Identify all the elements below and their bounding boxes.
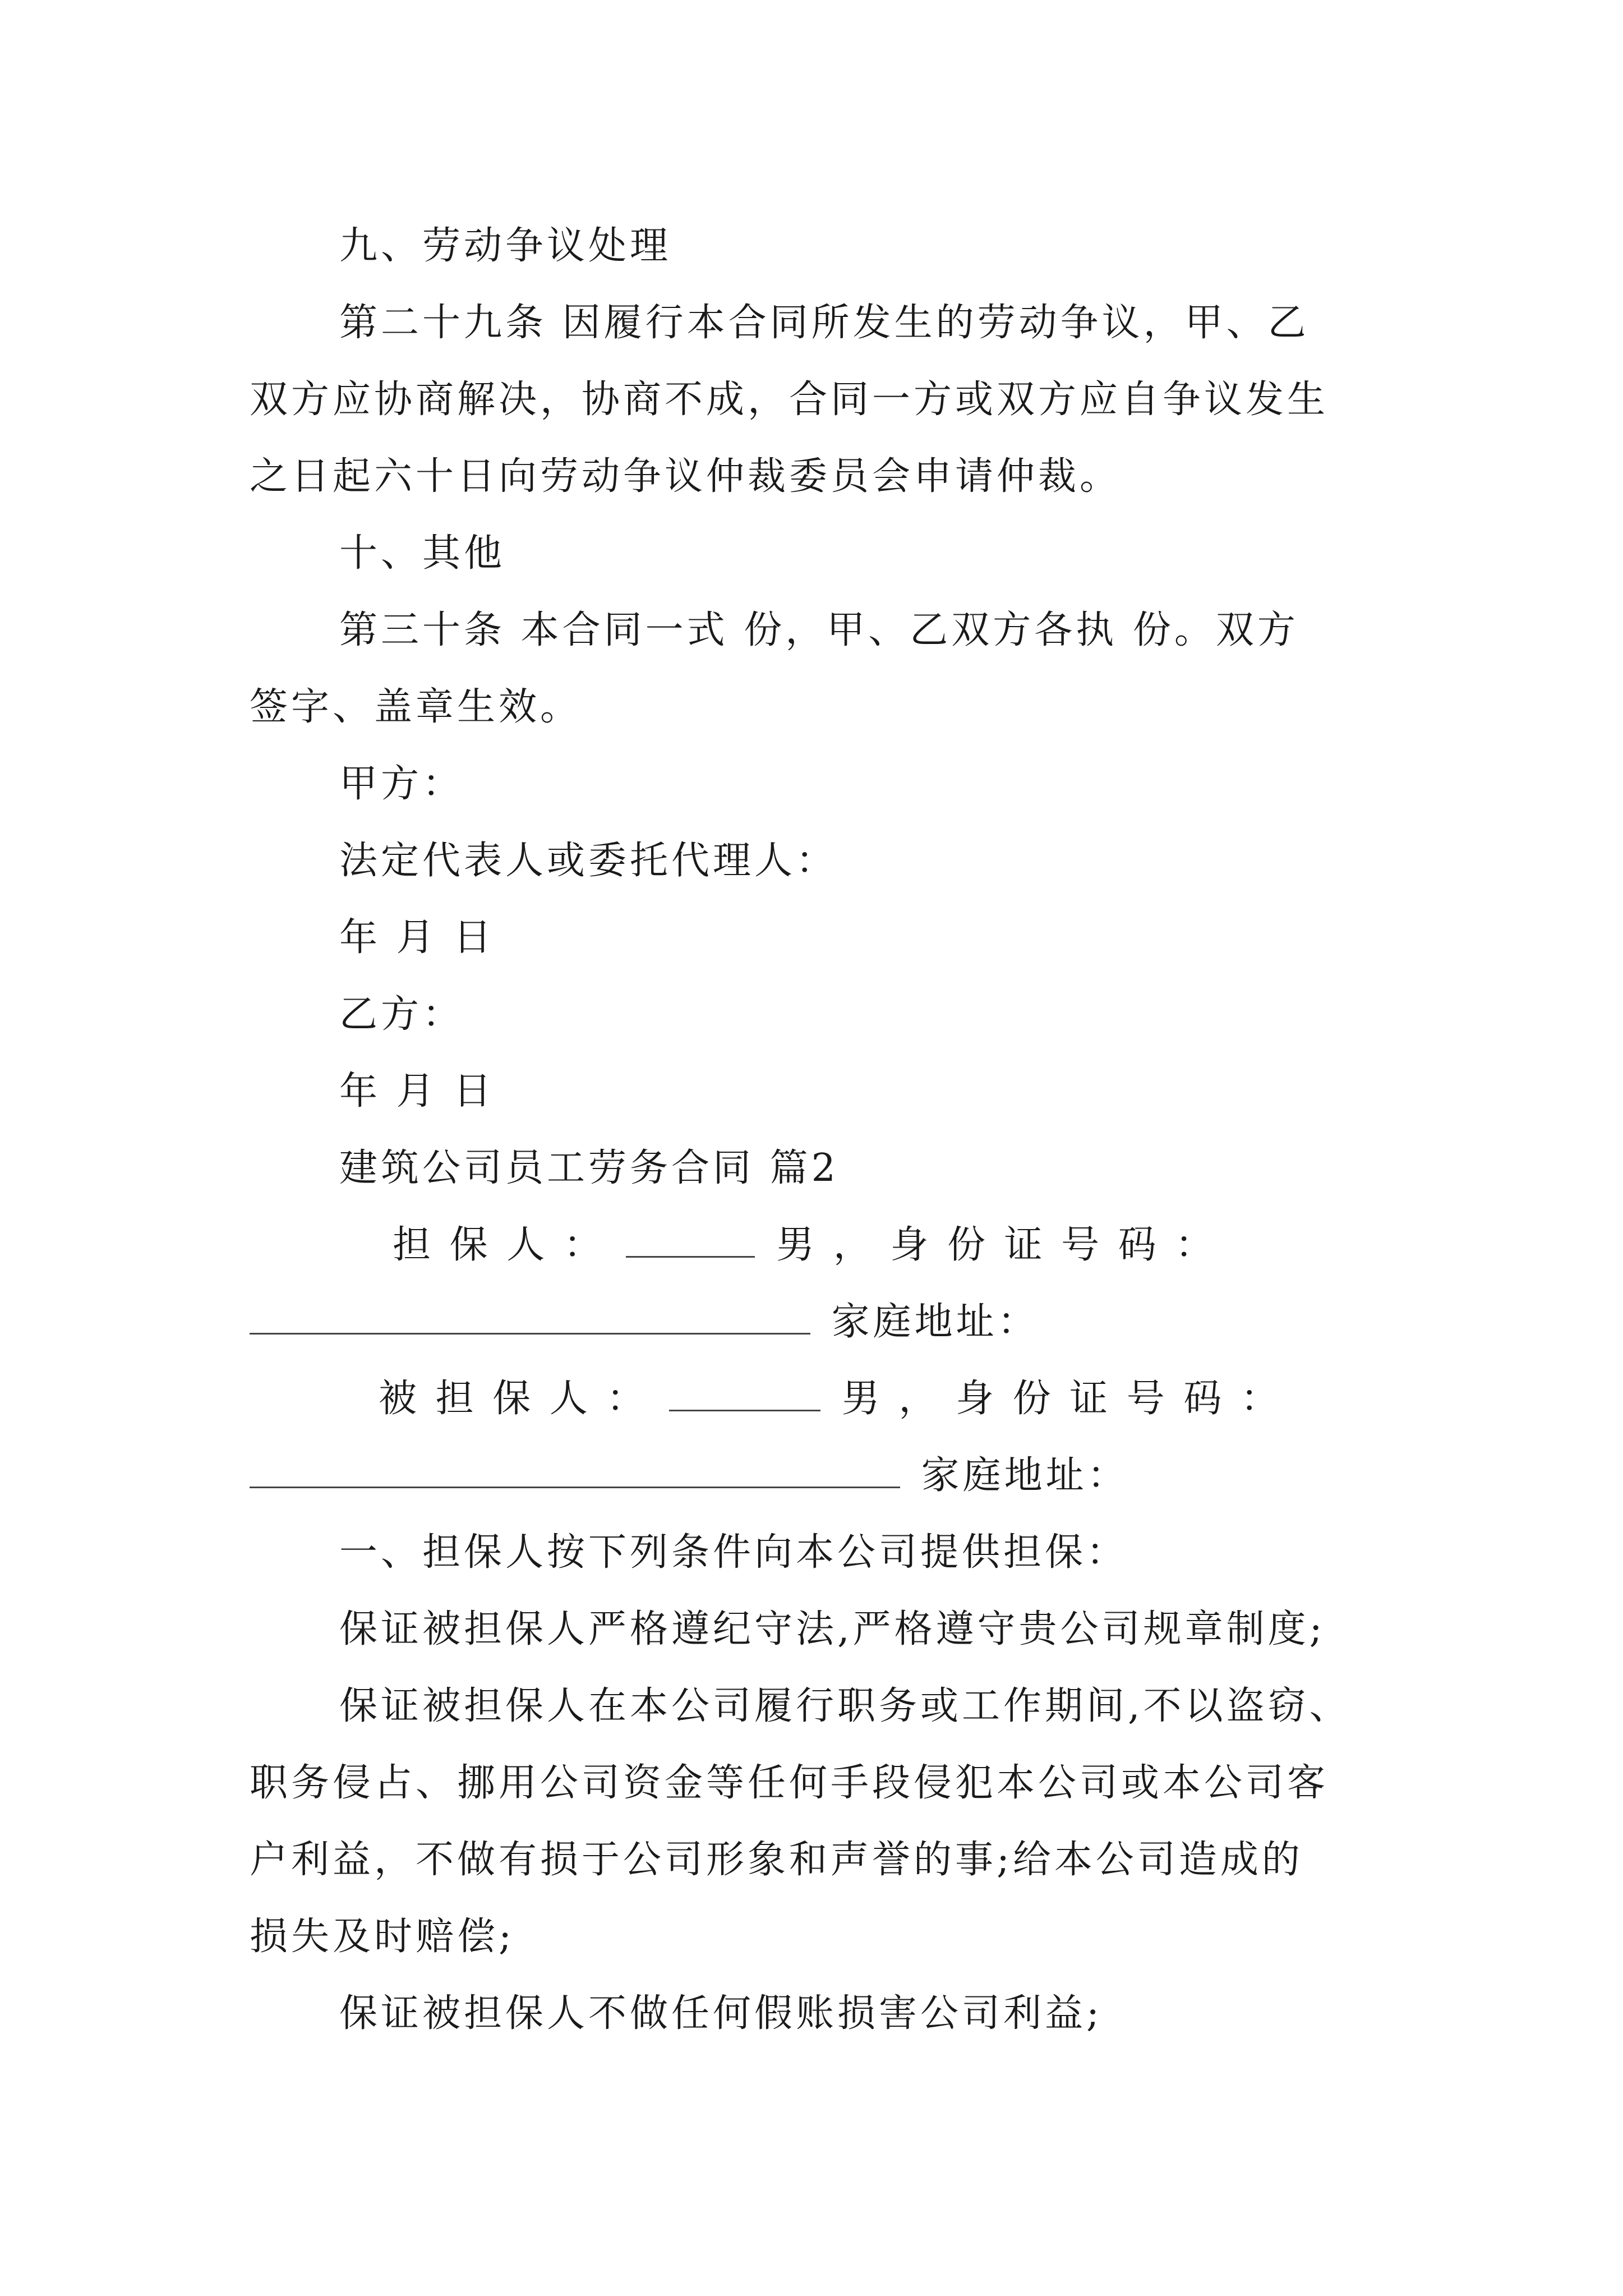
- legal-representative-label: 法定代表人或委托代理人：: [339, 839, 838, 883]
- date-line: 年 月 日: [339, 1069, 495, 1114]
- section-1-heading: 一、担保人按下列条件向本公司提供担保：: [339, 1530, 1128, 1575]
- date-line: 年 月 日: [339, 915, 495, 960]
- guarantor-id-blank: [250, 1294, 810, 1335]
- guarantor-address-label: 家庭地址：: [831, 1300, 1039, 1344]
- guarantor-line: [250, 1207, 1388, 1360]
- guarantor-name-blank: [626, 1217, 755, 1258]
- contract-title-2: 建筑公司员工劳务合同 篇2: [339, 1146, 839, 1190]
- clause-1: 保证被担保人严格遵纪守法,严格遵守贵公司规章制度;: [339, 1607, 1326, 1651]
- section-10-heading: 十、其他: [339, 531, 506, 576]
- article-30: 第三十条 本合同一式 份，甲、乙双方各执 份。双方 签字、盖章生效。: [250, 608, 1299, 729]
- section-9-heading: 九、劳动争议处理: [339, 224, 672, 268]
- guaranteed-name-blank: [669, 1370, 820, 1411]
- party-a-label: 甲方：: [339, 762, 464, 806]
- party-b-label: 乙方：: [339, 992, 464, 1037]
- guaranteed-label: 被 担 保 人 ：: [379, 1377, 648, 1421]
- guaranteed-line: [250, 1360, 1388, 1514]
- clause-3: 保证被担保人不做任何假账损害公司利益;: [339, 1991, 1103, 2036]
- guarantor-label: 担 保 人 ：: [393, 1223, 605, 1267]
- clause-2: 保证被担保人在本公司履行职务或工作期间,不以盗窃、: [339, 1684, 1351, 1728]
- guaranteed-id-blank: [250, 1447, 900, 1488]
- guarantee-terms: 一、担保人按下列条件向本公司提供担保： 保证被担保人严格遵纪守法,严格遵守贵公司规章制度; 保证被担保人在本公司履行职务或工作期间,不以盗窃、 职务侵占、挪用公司资金等任何手段侵犯本公司或本公司客 户利益，不做有损于公司形象和声誉的事;给本公司造成的 损失及时赔偿; 保证被担保人不做任何假账损害公司利益;: [250, 1514, 1388, 2052]
- article-29: 第二十九条 因履行本合同所发生的劳动争议，甲、乙 双方应协商解决，协商不成，合同一方或双方应自争议发生 之日起六十日向劳动争议仲裁委员会申请仲裁。: [250, 301, 1329, 499]
- guarantor-sex-id-label: 男 ， 身 份 证 号 码 ：: [776, 1223, 1217, 1267]
- signature-block: [250, 746, 1388, 1207]
- guaranteed-address-label: 家庭地址：: [921, 1453, 1129, 1498]
- guaranteed-sex-id-label: 男 ， 身 份 证 号 码 ：: [841, 1377, 1283, 1421]
